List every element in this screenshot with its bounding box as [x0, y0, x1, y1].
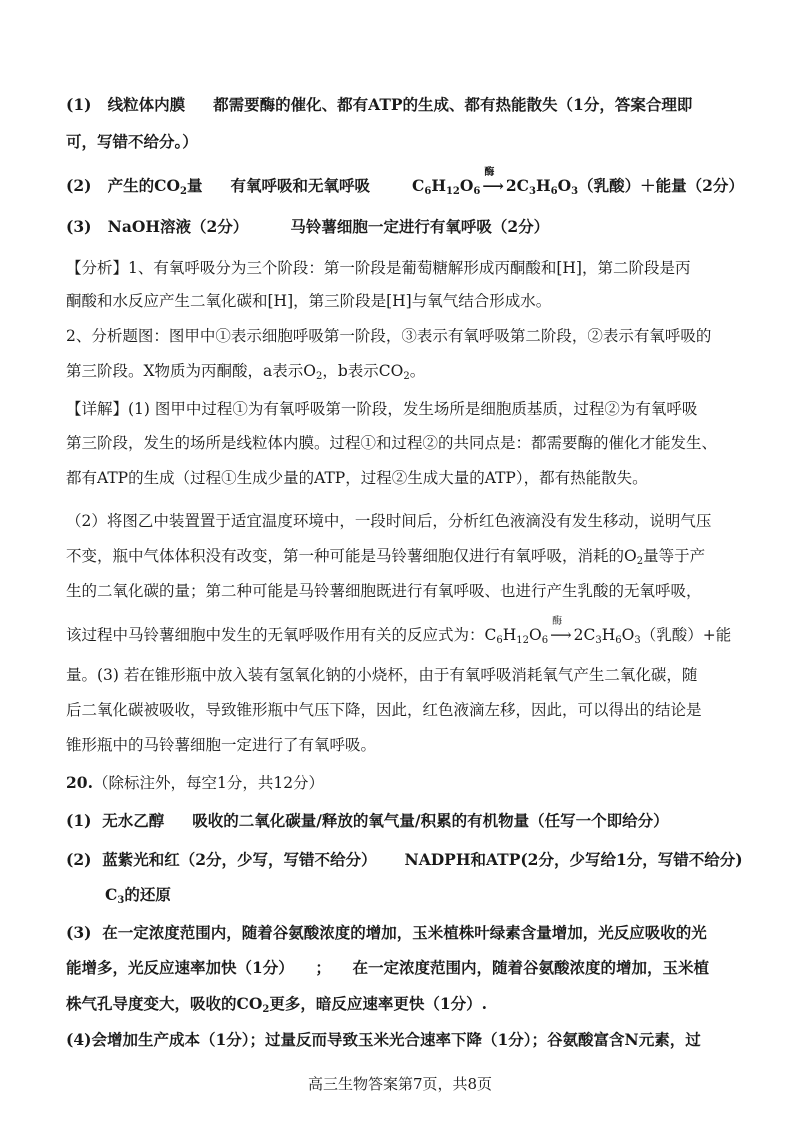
detail-line: 锥形瓶中的马铃薯细胞一定进行了有氧呼吸。	[66, 736, 377, 754]
answer-number: (3)	[66, 217, 92, 236]
analysis-line: 酮酸和水反应产生二氧化碳和[H]，第三阶段是[H]与氧气结合形成水。	[66, 292, 552, 310]
q20-answer-4: (4)会增加生产成本（1分）；过量反而导致玉米光合速率下降（1分）；谷氨酸富含N元素，过	[66, 1030, 701, 1049]
answer-number: (1)	[66, 811, 92, 830]
answer-part: 马铃薯细胞一定进行有氧呼吸（2分）	[290, 217, 550, 236]
answer-part: NADPH和ATP(2分，少写给1分，写错不给分)	[404, 850, 743, 869]
detail-line: 后二氧化碳被吸收，导致锥形瓶中气压下降，因此，红色液滴左移，因此，可以得出的结论是	[66, 701, 702, 719]
reaction-arrow-icon: 酶 ⟶	[482, 167, 504, 195]
answer-part: 线粒体内膜	[107, 95, 186, 114]
detail-line: 不变，瓶中气体体积没有改变，第一种可能是马铃薯细胞仅进行有氧呼吸，消耗的$O_2$量等于产	[66, 547, 706, 567]
answer-part: 有氧呼吸和无氧呼吸	[230, 176, 370, 195]
q19-answer-1	[66, 94, 738, 116]
q20-answer-2-continued: $C_3$的还原	[105, 885, 171, 906]
reaction-arrow-icon: 酶 ⟶	[550, 616, 572, 644]
answer-number: (2)	[66, 850, 92, 869]
question-number: 20.	[66, 773, 93, 792]
answer-part: NaOH溶液（2分）	[107, 217, 249, 236]
analysis-line: 2、分析题图：图甲中①表示细胞呼吸第一阶段，③表示有氧呼吸第二阶段，②表示有氧呼吸的	[66, 327, 712, 345]
analysis-line: 【分析】1、有氧呼吸分为三个阶段：第一阶段是葡萄糖解形成丙酮酸和[H]，第二阶段是丙	[66, 259, 691, 277]
q19-answer-2: (2) 产生的$CO_2$量 有氧呼吸和无氧呼吸 $C_6H_{12}O_6$ 酶 ⟶ $2C_3H_6O_3$（乳酸）＋能量（2分）	[66, 167, 744, 197]
q20-answer-3-line3: 株气孔导度变大，吸收的$CO_2$更多，暗反应速率更快（1分）.	[66, 994, 487, 1015]
detail-line: 都有ATP的生成（过程①生成少量的ATP，过程②生成大量的ATP），都有热能散失。	[66, 469, 648, 487]
answer-number: (3)	[66, 923, 92, 942]
answer-number: (1)	[66, 95, 92, 114]
answer-part: 蓝紫光和红（2分，少写，写错不给分）	[102, 850, 377, 869]
q19-answer-1-continued: 可，写错不给分。）	[66, 132, 198, 151]
detail-line: （2）将图乙中装置置于适宜温度环境中，一段时间后，分析红色液滴没有发生移动，说明气压	[66, 512, 712, 530]
detail-line: 生的二氧化碳的量；第二种可能是马铃薯细胞既进行有氧呼吸、也进行产生乳酸的无氧呼吸，	[66, 582, 702, 600]
q19-answer-3	[66, 216, 738, 238]
answer-part: 吸收的二氧化碳量/释放的氧气量/积累的有机物量（任写一个即给分）	[192, 811, 669, 830]
q20-answer-3: (3) 在一定浓度范围内，随着谷氨酸浓度的增加，玉米植株叶绿素含量增加，光反应吸收的光	[66, 923, 707, 942]
q20-header: 20.（除标注外，每空1分，共12分）	[66, 773, 325, 792]
answer-number: (2)	[66, 176, 92, 195]
answer-part: 都需要酶的催化、都有ATP的生成、都有热能散失（1分，答案合理即	[213, 95, 693, 114]
q20-answer-1	[66, 810, 738, 832]
page-footer: 高三生物答案第7页，共8页	[307, 1075, 493, 1093]
detail-line: 量。(3) 若在锥形瓶中放入装有氢氧化钠的小烧杯，由于有氧呼吸消耗氧气产生二氧化碳，随	[66, 666, 698, 684]
detail-line: 【详解】(1) 图甲中过程①为有氧呼吸第一阶段，发生场所是细胞质基质，过程②为有氧呼吸	[66, 400, 698, 418]
detail-line: 该过程中马铃薯细胞中发生的无氧呼吸作用有关的反应式为：$C_6H_{12}O_6$ 酶 ⟶ $2C_3H_6O_3$（乳酸）+能	[66, 616, 732, 646]
analysis-line: 第三阶段。X物质为丙酮酸，a表示$O_2$，b表示$CO_2$。	[66, 362, 426, 382]
lactic-fermentation-equation: $C_6H_{12}O_6$ 酶 ⟶ $2C_3H_6O_3$（乳酸）＋能量（2分）	[412, 167, 744, 197]
q20-answer-2	[66, 849, 743, 871]
answer-part: 无水乙醇	[102, 811, 165, 830]
answer-number: (4)	[66, 1030, 92, 1049]
detail-line: 第三阶段，发生的场所是线粒体内膜。过程①和过程②的共同点是：都需要酶的催化才能发生、	[66, 434, 718, 452]
q20-answer-3-line2: 能增多，光反应速率加快（1分） ； 在一定浓度范围内，随着谷氨酸浓度的增加，玉米植	[66, 958, 710, 977]
